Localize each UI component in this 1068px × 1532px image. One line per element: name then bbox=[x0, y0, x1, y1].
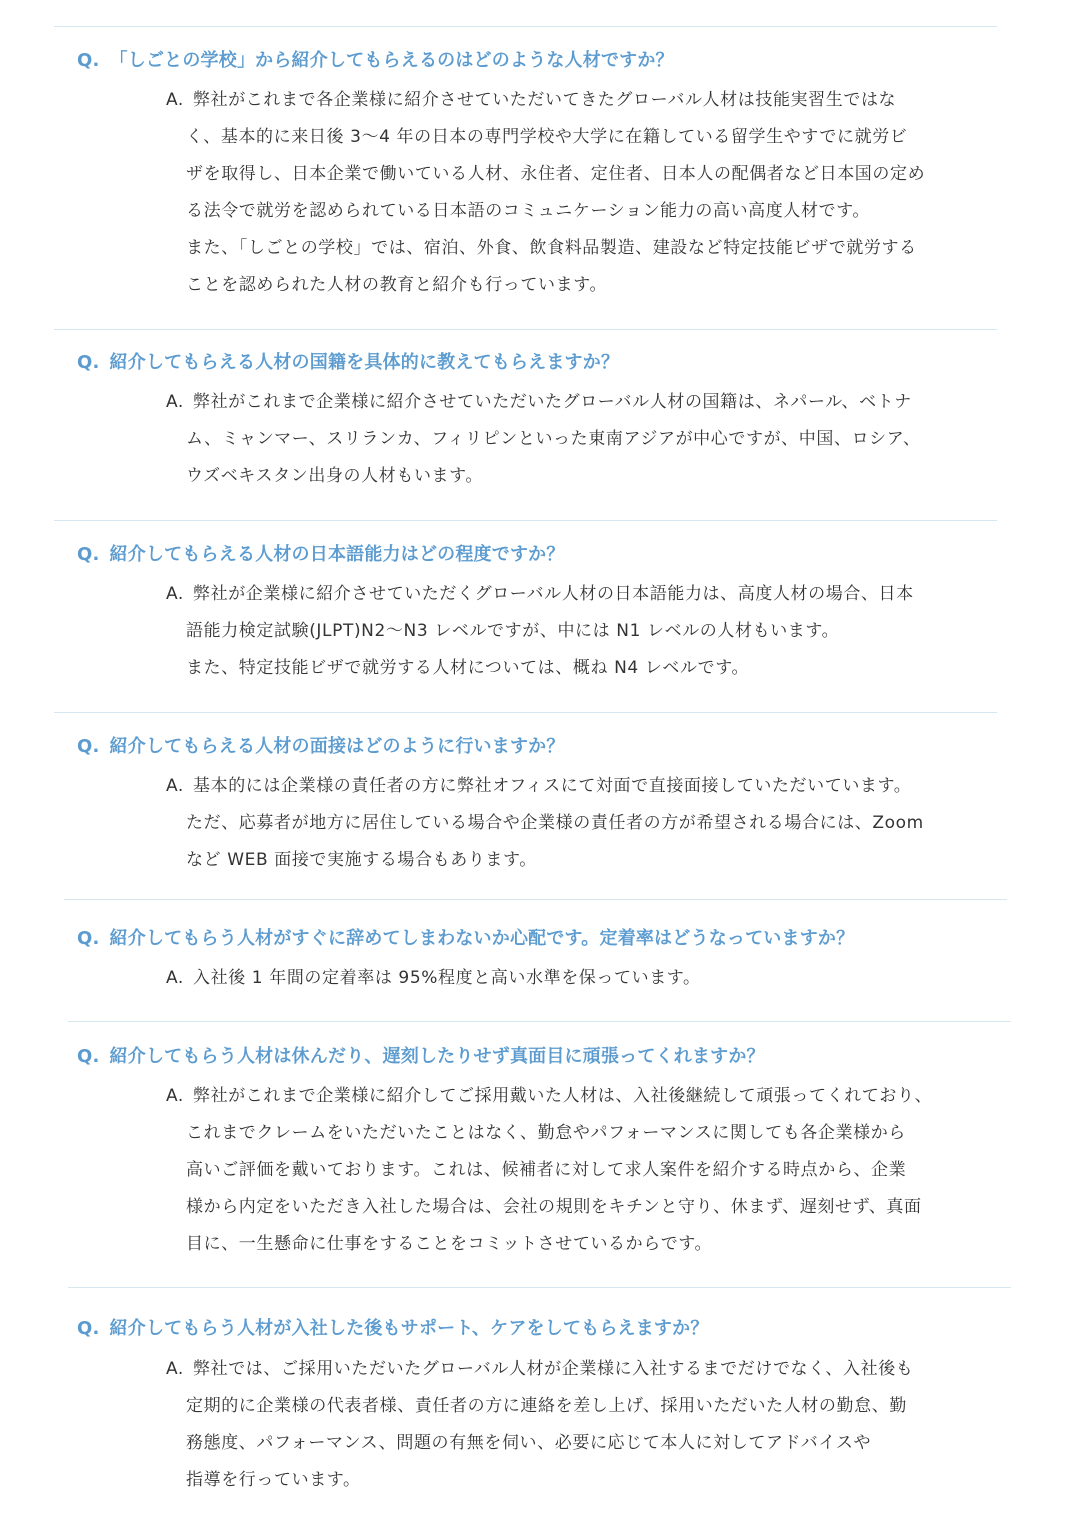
question-prefix: Q. bbox=[77, 1318, 100, 1339]
answer-line: 様から内定をいただき入社した場合は、会社の規則をキチンと守り、休まず、遅刻せず、真面 bbox=[186, 1197, 922, 1217]
answer-line: ただ、応募者が地方に居住している場合や企業様の責任者の方が希望される場合には、Zoom bbox=[186, 813, 924, 833]
question-text: 紹介してもらう人材が入社した後もサポート、ケアをしてもらえますか？ bbox=[109, 1318, 709, 1339]
faq-answer bbox=[166, 1351, 996, 1499]
question-text: 「しごとの学校」から紹介してもらえるのはどのような人材ですか？ bbox=[109, 50, 674, 71]
answer-line: など WEB 面接で実施する場合もあります。 bbox=[186, 850, 537, 870]
faq-answer bbox=[166, 576, 996, 687]
answer-prefix: A. bbox=[166, 1359, 184, 1379]
answer-prefix: A. bbox=[166, 90, 184, 110]
faq-answer bbox=[166, 960, 996, 997]
divider bbox=[68, 1021, 1011, 1022]
faq-answer bbox=[166, 768, 996, 879]
answer-prefix: A. bbox=[166, 968, 184, 988]
question-text: 紹介してもらえる人材の国籍を具体的に教えてもらえますか？ bbox=[109, 352, 620, 373]
faq-question bbox=[77, 924, 854, 950]
divider bbox=[54, 712, 997, 713]
divider bbox=[64, 899, 1007, 900]
answer-line: 目に、一生懸命に仕事をすることをコミットさせているからです。 bbox=[186, 1234, 713, 1254]
question-prefix: Q. bbox=[77, 736, 100, 757]
question-prefix: Q. bbox=[77, 50, 100, 71]
question-prefix: Q. bbox=[77, 352, 100, 373]
divider bbox=[54, 520, 997, 521]
answer-line: る法令で就労を認められている日本語のコミュニケーション能力の高い高度人材です。 bbox=[186, 201, 871, 221]
faq-question bbox=[77, 46, 674, 72]
answer-prefix: A. bbox=[166, 584, 184, 604]
answer-line: ウズベキスタン出身の人材もいます。 bbox=[186, 466, 483, 486]
answer-line: A. 弊社では、ご採用いただいたグローバル人材が企業様に入社するまでだけでなく、入社後も bbox=[166, 1351, 996, 1388]
answer-line: 務態度、パフォーマンス、問題の有無を伺い、必要に応じて本人に対してアドバイスや bbox=[186, 1433, 872, 1453]
answer-prefix: A. bbox=[166, 776, 184, 796]
answer-prefix: A. bbox=[166, 1086, 184, 1106]
answer-prefix: A. bbox=[166, 392, 184, 412]
question-text: 紹介してもらう人材がすぐに辞めてしまわないか心配です。定着率はどうなっていますか？ bbox=[109, 928, 855, 949]
answer-line: ザを取得し、日本企業で働いている人材、永住者、定住者、日本人の配偶者など日本国の定め bbox=[186, 164, 926, 184]
answer-line: 指導を行っています。 bbox=[186, 1470, 361, 1490]
divider bbox=[68, 1287, 1011, 1288]
answer-line: A. 弊社がこれまで各企業様に紹介させていただいてきたグローバル人材は技能実習生ではな bbox=[166, 82, 996, 119]
question-text: 紹介してもらえる人材の面接はどのように行いますか？ bbox=[109, 736, 565, 757]
answer-line: また、特定技能ビザで就労する人材については、概ね N4 レベルです。 bbox=[186, 658, 750, 678]
answer-line: く、基本的に来日後 3〜4 年の日本の専門学校や大学に在籍している留学生やすでに就労ビ bbox=[186, 127, 908, 147]
question-prefix: Q. bbox=[77, 928, 100, 949]
answer-line: ム、ミャンマー、スリランカ、フィリピンといった東南アジアが中心ですが、中国、ロシア、 bbox=[186, 429, 921, 449]
answer-line: A. 基本的には企業様の責任者の方に弊社オフィスにて対面で直接面接していただいています。 bbox=[166, 768, 996, 805]
faq-question bbox=[77, 732, 565, 758]
question-text: 紹介してもらえる人材の日本語能力はどの程度ですか？ bbox=[109, 544, 565, 565]
question-prefix: Q. bbox=[77, 544, 100, 565]
question-prefix: Q. bbox=[77, 1046, 100, 1067]
faq-question bbox=[77, 1314, 709, 1340]
answer-line: A. 弊社がこれまで企業様に紹介してご採用戴いた人材は、入社後継続して頑張ってくれており、 bbox=[166, 1078, 996, 1115]
answer-line: 語能力検定試験(JLPT)N2〜N3 レベルですが、中には N1 レベルの人材もいます。 bbox=[186, 621, 840, 641]
faq-question bbox=[77, 540, 565, 566]
question-text: 紹介してもらう人材は休んだり、遅刻したりせず真面目に頑張ってくれますか？ bbox=[109, 1046, 765, 1067]
answer-line: A. 弊社がこれまで企業様に紹介させていただいたグローバル人材の国籍は、ネパール、ベトナ bbox=[166, 384, 996, 421]
answer-line: A. 入社後 1 年間の定着率は 95%程度と高い水準を保っています。 bbox=[166, 960, 996, 997]
faq-answer bbox=[166, 384, 996, 495]
divider bbox=[54, 329, 997, 330]
faq-question bbox=[77, 1042, 765, 1068]
answer-line: 高いご評価を戴いております。これは、候補者に対して求人案件を紹介する時点から、企業 bbox=[186, 1160, 907, 1180]
answer-line: これまでクレームをいただいたことはなく、勤怠やパフォーマンスに関しても各企業様から bbox=[186, 1123, 906, 1143]
answer-line: A. 弊社が企業様に紹介させていただくグローバル人材の日本語能力は、高度人材の場合、日本 bbox=[166, 576, 996, 613]
divider bbox=[54, 26, 997, 27]
answer-line: ことを認められた人材の教育と紹介も行っています。 bbox=[186, 275, 608, 295]
answer-line: また、「しごとの学校」では、宿泊、外食、飲食料品製造、建設など特定技能ビザで就労する bbox=[186, 238, 917, 258]
answer-line: 定期的に企業様の代表者様、責任者の方に連絡を差し上げ、採用いただいた人材の勤怠、勤 bbox=[186, 1396, 907, 1416]
faq-answer bbox=[166, 82, 996, 304]
faq-question bbox=[77, 348, 619, 374]
faq-answer bbox=[166, 1078, 996, 1263]
